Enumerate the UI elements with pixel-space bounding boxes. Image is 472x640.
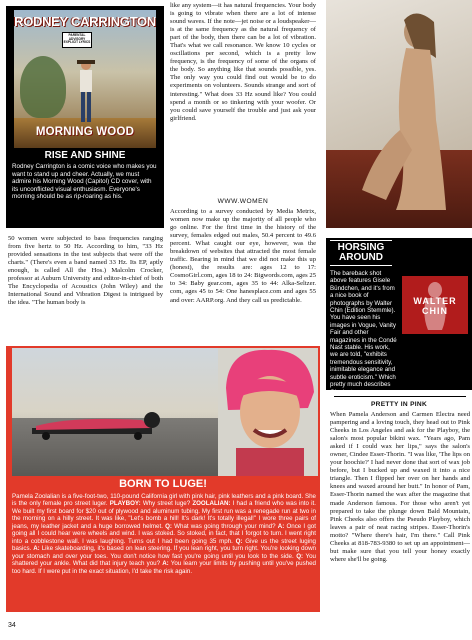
qa-tag: A: xyxy=(33,545,40,553)
model-figure xyxy=(356,10,456,210)
qa-tag: PLAYBOY: xyxy=(109,500,141,508)
rise-and-shine-text: Rodney Carrington is a comic voice who makes you want to stand up and cheer. Actually, we must admire his Morning Wood (Capitol) CD cover, with its unconflicted visual enthusiasm. Everyone's morning should be as rip-roaring as his. xyxy=(12,163,157,201)
qa-tag: A: xyxy=(277,522,285,530)
luge-photo xyxy=(12,348,318,476)
pretty-in-pink-text: When Pamela Anderson and Carmen Electra need pampering and a loving touch, they head out to Pink Cheeks in Los Angeles and ask for the Playboy, the salon's most popular bikini wax. "Years ago, Pam asked if I could wax her lips," says the salon's owner, Cindee Esser-Thorin. "I was like, 'The lips on your hoochie?' I had never done that sort of wax job before, but I bucked up and waxed it into a nice triangle. Then I flipped her over on her hands and knees and waxed around her butt." In honor of Pam, Esser-Thorin named the wax after the magazine that made Anderson famous. For those who aren't yet prepared to take the plunge down Bald Mountain, Pink Cheeks also offers the Pseudo Playboy, which leaves a pair of neat racing stripes. Esser-Thorin's motto? "Where there's hair, I'm there." Call Pink Cheeks at 818-783-9380 to set up an appointment—but make sure that you tell your honey exactly where she'll be going. xyxy=(330,411,470,563)
born-to-luge-heading: BORN TO LUGE! xyxy=(119,478,207,490)
column2-article-text: like any system—it has natural frequencies. Your body is going to vibrate when there are a lot of intense sound waves. If the note—jet noise or a loudspeaker—is at the same frequency as the natural frequency of part of the body, then there can be a lot of vibration. That's what we call resonance. We know 10 cycles or oscillations per second, which is a pretty low frequency, is the frequency of some of the organs of the body. So anything like that sounds possible, yes. The only way you could find out would be to do experiments on volunteers. Sounds strange and sort of interesting." What does 33 Hz sound like? You could spend a month or so tinkering with your woofer. Or you could save yourself the trouble and just ask your girlfriend. xyxy=(170,2,316,122)
cd-cover-image xyxy=(14,10,156,148)
qa-text: I had a friend who was into it. We built my first board for $20 out of plywood and aluminum tubing. My first run was a renegade run at two in the morning on a hilly street. It was like, "Let's bomb a hill! It's dark! It's totally illegal!" I wore three pairs of jeans, my leather jacket and a huge borrowed helmet. xyxy=(12,500,316,530)
horsing-around-heading xyxy=(330,240,392,266)
walter-chin-book-cover xyxy=(402,276,468,334)
qa-text: Like skateboarding, it's based on lean steering. If you lean right, you turn right. You're looking down your stomach and over your toes. You don't notice how fast you're going until you look to the side. xyxy=(12,545,316,560)
qa-text: Why street luge? xyxy=(142,500,191,508)
qa-text: Once I got going all I could hear were wheels and wind. I was stoked. So stoked, in fact, that I forgot to turn. I went right into a cobblestone wall. I was laughing. Turns out I had been going 35 mph. xyxy=(12,522,316,545)
qa-text: What was going through your mind? xyxy=(174,522,276,530)
horsing-heading-line2: AROUND xyxy=(339,252,383,263)
parental-advisory-label: PARENTAL ADVISORY EXPLICIT LYRICS xyxy=(62,32,92,48)
cd-tree-shape xyxy=(20,56,66,118)
gisele-photo xyxy=(326,0,472,228)
qa-tag: Q: xyxy=(235,537,243,545)
qa-tag: Q: xyxy=(296,552,304,560)
pretty-in-pink-rule xyxy=(334,396,466,397)
horsing-around-text: The bareback shot above features Gisele Bündchen, and it's from a nice book of photographs by Walter Chin (Edition Stemmle). You have seen his images in Vogue, Vanity Fair and other magazines in the Condé Nast stable. His work, we are told, "exhibits tremendous sensitivity, inimitable elegance and subtle eroticism." Which pretty much describes Gisele, too. xyxy=(330,270,397,396)
qa-text: You learn your limits by pushing until you've pushed too hard. If I were put in the exact situation, I'd take the risk again. xyxy=(12,560,316,575)
luge-intro: Pamela Zoolalian is a five-foot-two, 110-pound California girl with pink hair, pink leathers and a pink board. She is the only female pro street luger. xyxy=(12,493,316,508)
www-women-heading: WWW.WOMEN xyxy=(217,198,269,205)
cd-album-title: MORNING WOOD xyxy=(35,126,135,138)
cd-man-figure xyxy=(72,58,100,128)
luge-rider-figure xyxy=(12,406,192,446)
cd-artist-name: RODNEY CARRINGTON xyxy=(14,14,156,29)
qa-tag: ZOOLALIAN: xyxy=(192,500,231,508)
column1-article-text: 50 women were subjected to bass frequencies ranging from five hertz to 50 Hz. According to him, "33 Hz provided sensations in the test subjects that were off the charts." (There's even a band named 33 Hz. Its EP, aptly enough, is called All the Hos.) Malcolm Crocker, professor at Auburn University and editor-in-chief of both The Encyclopedia of Acoustics (John Wiley) and the International Sound and Vibration Digest is intrigued by the idea. "The human body is xyxy=(8,235,163,307)
qa-text: Give us the street luging basics. xyxy=(12,537,316,553)
pamela-portrait xyxy=(218,348,318,476)
horsing-heading-line1: HORSING xyxy=(337,242,385,253)
qa-tag: Q: xyxy=(165,522,172,530)
born-to-luge-interview xyxy=(12,493,316,575)
www-women-text: According to a survey conducted by Media Metrix, women now make up the majority of all people who go online. For the first time in the history of the survey, females edged out males, 50.4 percent to 49.6 percent. What caught our eye, however, was the breakdown of websites that attracted the most female traffic. Bearing in mind that we did not make this up (honest), the results are: ages 12 to 17: CosmoGirl.com, ages 18 to 24: Bigwords.com, ages 25 to 34: Baby gear.com, ages 35 to 44: Alka-Seltzer. com, ages 45 to 54: One hanesplace.com and ages 55 and over: AARP.org. And they call us predictable. xyxy=(170,208,316,304)
qa-tag: A: xyxy=(162,560,169,568)
page-number: 34 xyxy=(8,622,16,629)
pretty-in-pink-heading: PRETTY IN PINK xyxy=(370,401,428,408)
book-title: WALTER CHIN xyxy=(413,296,457,316)
rise-and-shine-heading: RISE AND SHINE xyxy=(44,150,126,161)
qa-text: You shattered your ankle. What did that injury teach you? xyxy=(12,552,316,568)
